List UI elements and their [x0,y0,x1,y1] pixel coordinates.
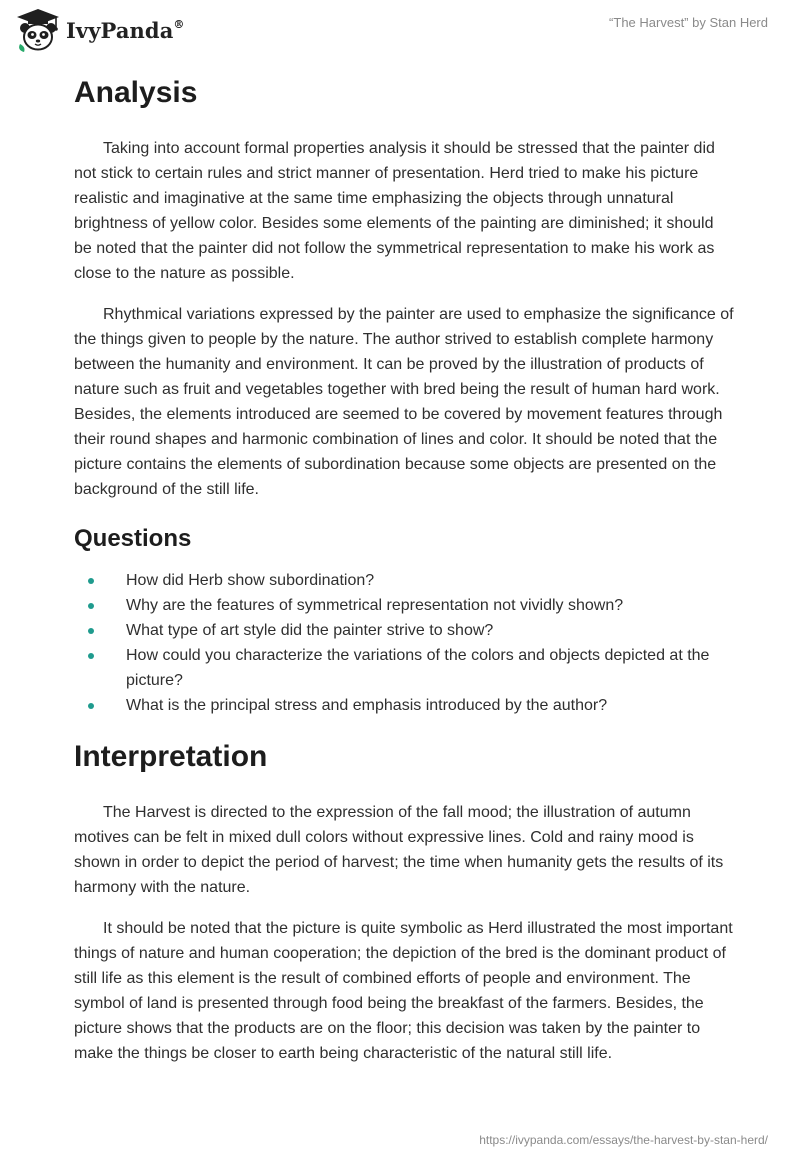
essay-content [74,70,734,1082]
bullet-icon [88,603,94,609]
list-item: How did Herb show subordination? [74,568,734,593]
analysis-heading: Analysis [74,76,198,109]
bullet-icon [88,703,94,709]
source-url-link[interactable]: https://ivypanda.com/essays/the-harvest-by-stan-herd/ [479,1133,768,1147]
bullet-icon [88,653,94,659]
analysis-paragraph: Rhythmical variations expressed by the painter are used to emphasize the significance of the things given to people by the nature. The author strived to establish complete harmony between the humanity and environment. It can be proved by the illustration of products of nature such as fruit and vegetables together with bred being the result of human hard work. Besides, the elements introduced are seemed to be covered by movement features through their round shapes and harmonic combination of lines and color. It should be noted that the picture contains the elements of subordination because some objects are presented on the background of the still life. [74,306,734,498]
interpretation-paragraph: It should be noted that the picture is quite symbolic as Herd illustrated the most important things of nature and human cooperation; the depiction of the bred is the dominant product of still life as this element is the result of combined efforts of people and environment. The symbol of land is presented through food being the breakfast of the farmers. Besides, the picture shows that the products are on the floor; this decision was taken by the painter to make the things be closer to earth being characteristic of the natural still life. [74,920,733,1062]
questions-heading: Questions [74,525,192,552]
page-header [0,0,800,60]
list-item: What type of art style did the painter strive to show? [74,618,734,643]
running-title: “The Harvest” by Stan Herd [609,15,768,30]
interpretation-heading: Interpretation [74,740,268,773]
bullet-icon [88,628,94,634]
brand-name: IvyPanda® [66,17,185,43]
list-item: What is the principal stress and emphasis introduced by the author? [74,693,734,718]
list-item: How could you characterize the variations of the colors and objects depicted at the picture? [74,643,734,693]
ivypanda-logo[interactable] [14,6,185,54]
interpretation-paragraph: The Harvest is directed to the expression of the fall mood; the illustration of autumn motives can be felt in mixed dull colors without expressive lines. Cold and rainy mood is shown in order to depict the period of harvest; the time when humanity gets the results of its harmony with the nature. [74,804,724,896]
panda-graduate-icon [14,6,62,54]
analysis-paragraph: Taking into account formal properties analysis it should be stressed that the painter did not stick to certain rules and strict manner of presentation. Herd tried to make his picture realistic and imaginative at the same time emphasizing the objects through unnatural brightness of yellow color. Besides some elements of the painting are diminished; it should be noted that the painter did not follow the symmetrical representation to make his work as close to the nature as possible. [74,140,715,282]
list-item: Why are the features of symmetrical representation not vividly shown? [74,593,734,618]
bullet-icon [88,578,94,584]
questions-list [74,568,734,718]
